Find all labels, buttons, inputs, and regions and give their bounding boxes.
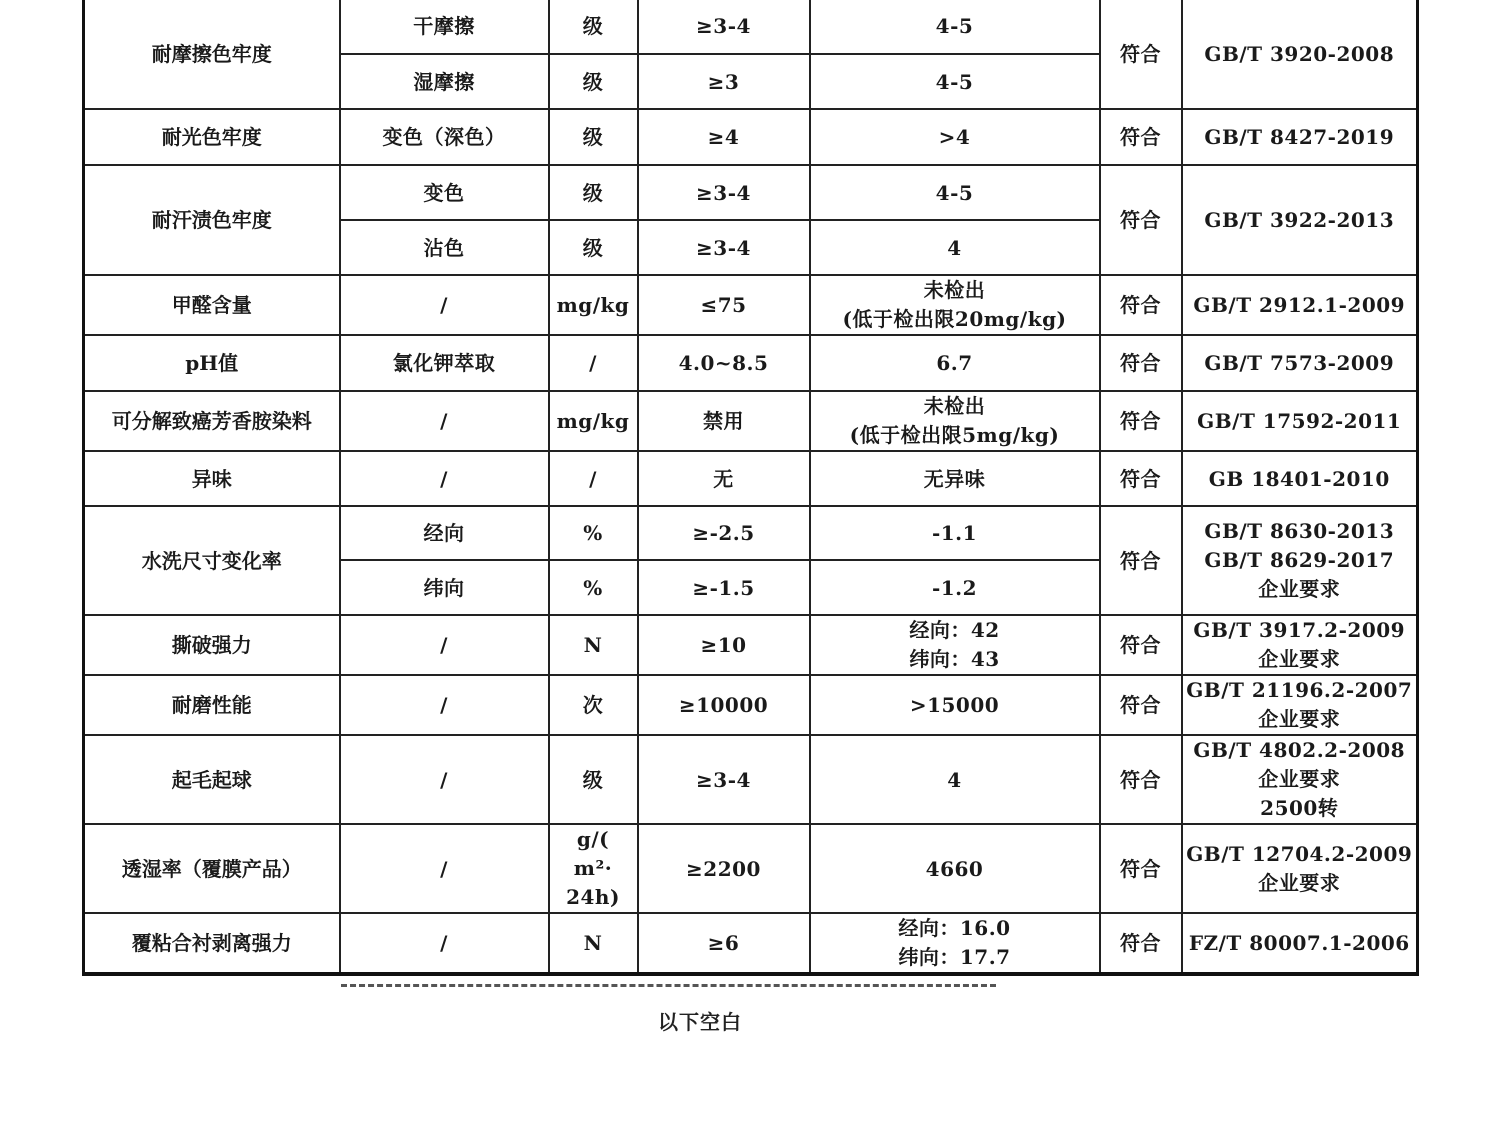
condition-cell: 氯化钾萃取 <box>340 335 549 391</box>
unit-cell: 级 <box>549 109 638 165</box>
unit-cell: 级 <box>549 735 638 824</box>
condition-cell: 沾色 <box>340 220 549 275</box>
requirement-cell: ≥3-4 <box>638 220 810 275</box>
verdict-cell: 符合 <box>1100 675 1182 735</box>
result-cell <box>810 275 1100 335</box>
condition-cell: 变色（深色） <box>340 109 549 165</box>
requirement-cell: 4.0~8.5 <box>638 335 810 391</box>
standard-cell <box>1182 165 1418 275</box>
test-item-cell: 耐光色牢度 <box>84 109 340 165</box>
table-row <box>84 0 1418 54</box>
unit-cell <box>549 824 638 913</box>
result-cell-line: 4660 <box>925 856 984 881</box>
test-item-cell: 透湿率（覆膜产品） <box>84 824 340 913</box>
result-cell <box>810 0 1100 54</box>
requirement-cell: ≤75 <box>638 275 810 335</box>
requirement-cell: ≥3-4 <box>638 735 810 824</box>
condition-cell: / <box>340 451 549 506</box>
unit-cell-line: 24h) <box>566 885 620 909</box>
unit-cell: 次 <box>549 675 638 735</box>
unit-cell: mg/kg <box>549 391 638 451</box>
result-cell-line: >4 <box>938 125 971 149</box>
result-cell <box>810 615 1100 675</box>
standard-cell <box>1182 335 1418 391</box>
requirement-cell: ≥-1.5 <box>638 560 810 615</box>
standard-cell <box>1182 615 1418 675</box>
standard-cell-line: GB/T 8629-2017 <box>1204 548 1395 572</box>
result-cell <box>810 391 1100 451</box>
test-item-cell: 耐摩擦色牢度 <box>84 0 340 109</box>
result-cell-line: 6.7 <box>936 351 973 375</box>
test-item-cell: 甲醛含量 <box>84 275 340 335</box>
requirement-cell: ≥3-4 <box>638 165 810 220</box>
result-cell <box>810 560 1100 615</box>
standard-cell-line: GB/T 4802.2-2008 <box>1193 738 1406 762</box>
standard-cell-line: 企业要求 <box>1258 870 1341 895</box>
table-row <box>84 109 1418 165</box>
table-row <box>84 165 1418 220</box>
table-row <box>84 824 1418 913</box>
result-cell <box>810 913 1100 974</box>
result-cell-line: 未检出 <box>923 394 986 418</box>
requirement-cell: ≥6 <box>638 913 810 974</box>
condition-cell: 干摩擦 <box>340 0 549 54</box>
standard-cell-line: 企业要求 <box>1258 707 1341 731</box>
requirement-cell: ≥4 <box>638 109 810 165</box>
unit-cell-line: g/( <box>576 827 610 851</box>
standard-cell <box>1182 451 1418 506</box>
standard-cell <box>1182 391 1418 451</box>
result-cell <box>810 54 1100 109</box>
blank-below-note: 以下空白 <box>658 1010 742 1034</box>
standard-cell <box>1182 824 1418 913</box>
result-cell <box>810 506 1100 560</box>
condition-cell: 经向 <box>340 506 549 560</box>
verdict-cell: 符合 <box>1100 109 1182 165</box>
condition-cell: / <box>340 275 549 335</box>
standard-cell <box>1182 913 1418 974</box>
standard-cell-line: 2500转 <box>1260 796 1339 820</box>
verdict-cell: 符合 <box>1100 913 1182 974</box>
condition-cell: / <box>340 615 549 675</box>
condition-cell: / <box>340 913 549 974</box>
table-row <box>84 735 1418 824</box>
standard-cell <box>1182 0 1418 109</box>
table-row <box>84 451 1418 506</box>
result-cell-line: 纬向：17.7 <box>898 945 1011 969</box>
test-item-cell: 耐磨性能 <box>84 675 340 735</box>
verdict-cell: 符合 <box>1100 0 1182 109</box>
verdict-cell: 符合 <box>1100 391 1182 451</box>
verdict-cell: 符合 <box>1100 615 1182 675</box>
test-item-cell: 异味 <box>84 451 340 506</box>
condition-cell: / <box>340 391 549 451</box>
test-item-cell: pH值 <box>84 335 340 391</box>
result-cell-line: 4-5 <box>935 69 974 94</box>
table-row <box>84 913 1418 974</box>
requirement-cell: ≥10 <box>638 615 810 675</box>
result-cell <box>810 165 1100 220</box>
unit-cell: mg/kg <box>549 275 638 335</box>
standard-cell-line: GB 18401-2010 <box>1208 466 1390 491</box>
unit-cell: 级 <box>549 54 638 109</box>
standard-cell-line: GB/T 12704.2-2009 <box>1186 841 1413 866</box>
condition-cell: / <box>340 824 549 913</box>
result-cell-line: 4-5 <box>935 180 974 205</box>
standard-cell <box>1182 275 1418 335</box>
verdict-cell: 符合 <box>1100 165 1182 275</box>
condition-cell: / <box>340 735 549 824</box>
standard-cell-line: GB/T 17592-2011 <box>1197 409 1402 433</box>
verdict-cell: 符合 <box>1100 735 1182 824</box>
unit-cell: N <box>549 913 638 974</box>
test-item-cell: 耐汗渍色牢度 <box>84 165 340 275</box>
standard-cell-line: GB/T 21196.2-2007 <box>1186 678 1413 702</box>
unit-cell: 级 <box>549 0 638 54</box>
table-body <box>84 0 1418 974</box>
result-cell-line: (低于检出限20mg/kg) <box>842 307 1067 331</box>
standard-cell <box>1182 506 1418 615</box>
table-row <box>84 615 1418 675</box>
unit-cell: N <box>549 615 638 675</box>
unit-cell: % <box>549 506 638 560</box>
table-row <box>84 391 1418 451</box>
standard-cell-line: GB/T 3920-2008 <box>1204 41 1395 66</box>
verdict-cell: 符合 <box>1100 335 1182 391</box>
result-cell-line: -1.1 <box>931 521 978 545</box>
result-cell-line: 经向：16.0 <box>898 916 1011 940</box>
result-cell-line: 4 <box>947 235 962 260</box>
result-cell-line: 4 <box>947 767 962 792</box>
result-cell-line: 纬向：43 <box>909 647 1000 671</box>
standard-cell-line: 企业要求 <box>1258 767 1341 791</box>
table-row <box>84 506 1418 560</box>
condition-cell: 变色 <box>340 165 549 220</box>
standard-cell-line: 企业要求 <box>1258 577 1341 601</box>
standard-cell-line: GB/T 3917.2-2009 <box>1193 618 1406 642</box>
result-cell <box>810 451 1100 506</box>
standard-cell-line: GB/T 3922-2013 <box>1204 208 1395 232</box>
result-cell-line: 经向：42 <box>909 618 1000 642</box>
test-item-cell: 可分解致癌芳香胺染料 <box>84 391 340 451</box>
standard-cell-line: GB/T 2912.1-2009 <box>1193 293 1406 317</box>
unit-cell: / <box>549 451 638 506</box>
result-cell-line: 无异味 <box>923 466 986 491</box>
requirement-cell: 禁用 <box>638 391 810 451</box>
verdict-cell: 符合 <box>1100 451 1182 506</box>
standard-cell-line: GB/T 8427-2019 <box>1204 125 1395 149</box>
result-cell-line: 4-5 <box>935 14 974 38</box>
result-cell-line: >15000 <box>909 693 1000 717</box>
requirement-cell: ≥3 <box>638 54 810 109</box>
standard-cell-line: 企业要求 <box>1258 647 1341 671</box>
unit-cell-line: m²· <box>573 856 613 880</box>
condition-cell: / <box>340 675 549 735</box>
verdict-cell: 符合 <box>1100 506 1182 615</box>
result-cell <box>810 220 1100 275</box>
standard-cell <box>1182 109 1418 165</box>
condition-cell: 纬向 <box>340 560 549 615</box>
result-cell <box>810 824 1100 913</box>
table-row <box>84 335 1418 391</box>
unit-cell: % <box>549 560 638 615</box>
test-item-cell: 撕破强力 <box>84 615 340 675</box>
result-cell-line: (低于检出限5mg/kg) <box>849 423 1060 447</box>
standard-cell <box>1182 735 1418 824</box>
requirement-cell: ≥2200 <box>638 824 810 913</box>
requirement-cell: ≥-2.5 <box>638 506 810 560</box>
result-cell <box>810 675 1100 735</box>
unit-cell: 级 <box>549 220 638 275</box>
unit-cell: / <box>549 335 638 391</box>
requirement-cell: 无 <box>638 451 810 506</box>
table-row <box>84 675 1418 735</box>
test-item-cell: 水洗尺寸变化率 <box>84 506 340 615</box>
table-row <box>84 275 1418 335</box>
standard-cell-line: GB/T 8630-2013 <box>1204 519 1395 543</box>
requirement-cell: ≥3-4 <box>638 0 810 54</box>
standard-cell-line: FZ/T 80007.1-2006 <box>1188 931 1410 955</box>
unit-cell: 级 <box>549 165 638 220</box>
condition-cell: 湿摩擦 <box>340 54 549 109</box>
standard-cell <box>1182 675 1418 735</box>
test-results-table <box>82 0 1419 976</box>
end-dashed-line <box>341 984 996 987</box>
verdict-cell: 符合 <box>1100 824 1182 913</box>
requirement-cell: ≥10000 <box>638 675 810 735</box>
result-cell-line: -1.2 <box>931 575 978 600</box>
result-cell <box>810 109 1100 165</box>
result-cell <box>810 735 1100 824</box>
test-item-cell: 覆粘合衬剥离强力 <box>84 913 340 974</box>
verdict-cell: 符合 <box>1100 275 1182 335</box>
result-cell-line: 未检出 <box>923 278 986 302</box>
result-cell <box>810 335 1100 391</box>
standard-cell-line: GB/T 7573-2009 <box>1204 351 1395 375</box>
test-item-cell: 起毛起球 <box>84 735 340 824</box>
